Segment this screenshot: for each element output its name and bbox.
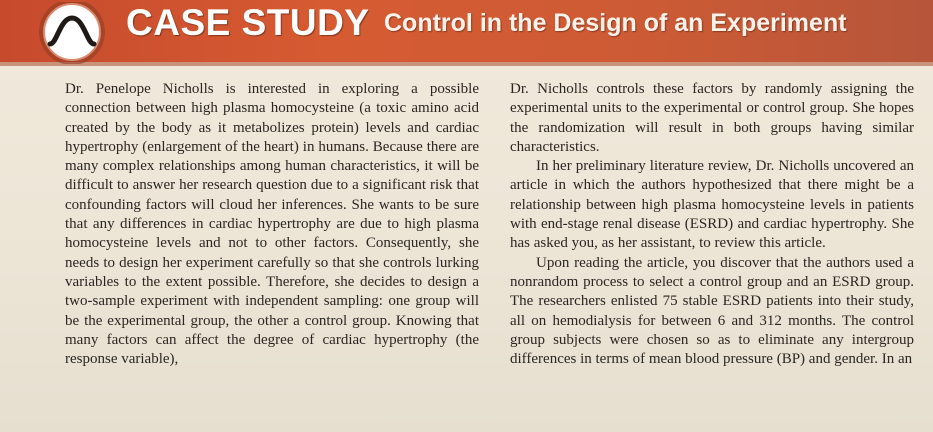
paragraph: In her preliminary literature review, Dr. Nicholls uncovered an article in which the authors hypothesized that there might be a relationship between high plasma homocysteine levels in patients with end-stage renal disease (ESRD) and cardiac hypertrophy. She has asked you, as her assistant, to review this article. [510, 158, 914, 252]
paragraph: Upon reading the article, you discover that the authors used a nonrandom process to select a control group and an ESRD group. The researchers enlisted 75 stable ESRD patients into their study, all on hemodialysis for between 6 and 312 months. The control group subjects were chosen so as to eliminate any intergroup differences in terms of mean blood pressure (BP) and gender. In an [510, 254, 914, 368]
left-column [65, 80, 479, 369]
paragraph: Dr. Nicholls controls these factors by randomly assigning the experimental units to the experimental or control group. She hopes the randomization will result in both groups having similar characteristics. [510, 81, 914, 155]
paragraph: Dr. Penelope Nicholls is interested in exploring a possible connection between high plasma homocysteine (a toxic amino acid created by the body as it metabolizes protein) levels and cardiac hypertrophy (enlargement of the heart) in humans. Because there are many complex relationships among human characteristics, it will be difficult to answer her research question due to a significant risk that confounding factors will cloud her inferences. She wants to be sure that any differences in cardiac hypertrophy are due to high plasma homocysteine levels and not to other factors. Consequently, she needs to design her experiment carefully so that she controls lurking variables to the extent possible. Therefore, she decides to design a two-sample experiment with independent sampling: one group will be the experimental group, the other a control group. Knowing that many factors can affect the degree of cardiac hypertrophy (the response variable), [65, 81, 479, 368]
bell-curve-icon [30, 2, 114, 64]
page-title: Control in the Design of an Experiment [384, 9, 847, 37]
case-study-label: CASE STUDY [126, 2, 370, 43]
banner-divider [0, 62, 933, 66]
right-column [510, 80, 914, 369]
